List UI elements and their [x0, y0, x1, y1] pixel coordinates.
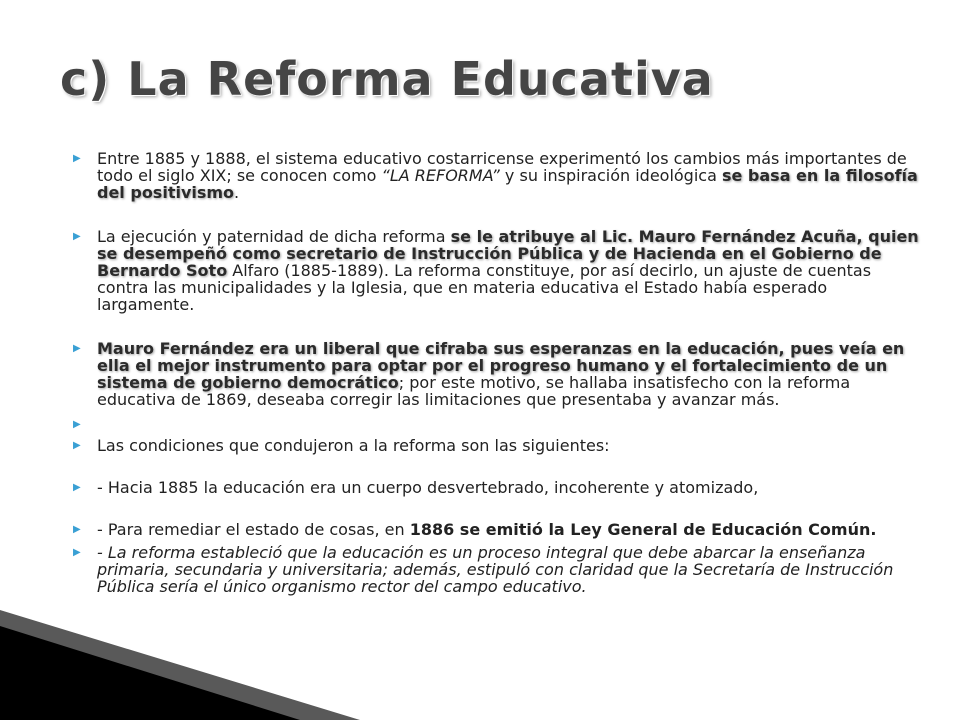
bullet-2-text-cont: Alfaro (1885-1889). La reforma constituye, por así decirlo, un ajuste de cuentas contra las municipalidades y la Iglesia, que en materia educativa el Estado había esperado largamente. — [97, 261, 872, 314]
bullet-1-emphasis: se basa en la filosofía del positivismo — [97, 166, 918, 202]
bullet-8-text: - La reforma estableció que la educación es un proceso integral que debe abarcar la enseñanza primaria, secundaria y universitaria; además, estipuló con claridad que la Secretaría de Instrucción Pública sería el único organismo rector del campo educativo. — [97, 543, 894, 596]
bullet-1-quote: “LA REFORMA” — [381, 166, 500, 185]
bullet-7-text: - Para remediar el estado de cosas, en — [97, 520, 410, 539]
bullet-3-emphasis: Mauro Fernández era un liberal que cifraba sus esperanzas en la educación, pues veía en ella el mejor instrumento para optar por el progreso humano y el fortalecimiento de un sistema de gobierno democrático — [97, 339, 905, 392]
bullet-1-text: Entre 1885 y 1888, el sistema educativo costarricense experimentó los cambios más importantes de todo el siglo XIX; se conocen como — [97, 149, 907, 185]
triangle-right-icon: ▶ — [73, 524, 81, 535]
triangle-right-icon: ▶ — [73, 153, 81, 164]
slide-title: c) La Reforma Educativa — [60, 52, 714, 106]
bullet-1-text-cont: y su inspiración ideológica — [499, 166, 722, 185]
bullet-6-text: - Hacia 1885 la educación era un cuerpo desvertebrado, incoherente y atomizado, — [97, 478, 759, 497]
triangle-right-icon: ▶ — [73, 231, 81, 242]
triangle-right-icon: ▶ — [73, 482, 81, 493]
bullet-2-text: La ejecución y paternidad de dicha reforma — [97, 227, 451, 246]
triangle-right-icon: ▶ — [73, 547, 81, 558]
bullet-5-text: Las condiciones que condujeron a la reforma son las siguientes: — [97, 436, 610, 455]
bullet-7-emphasis: 1886 se emitió la Ley General de Educación Común. — [409, 520, 877, 539]
triangle-right-icon: ▶ — [73, 440, 81, 451]
triangle-right-icon: ▶ — [73, 419, 81, 430]
bullet-2-emphasis: se le atribuye al Lic. Mauro Fernández Acuña, quien se desempeñó como secretario de Instrucción Pública y de Hacienda en el Gobierno de Bernardo Soto — [97, 227, 919, 280]
bullet-1-end: . — [234, 183, 240, 202]
bullet-3-text: ; por este motivo, se hallaba insatisfecho con la reforma educativa de 1869, deseaba corregir las limitaciones que presentaba y avanzar más. — [97, 373, 851, 409]
triangle-right-icon: ▶ — [73, 343, 81, 354]
